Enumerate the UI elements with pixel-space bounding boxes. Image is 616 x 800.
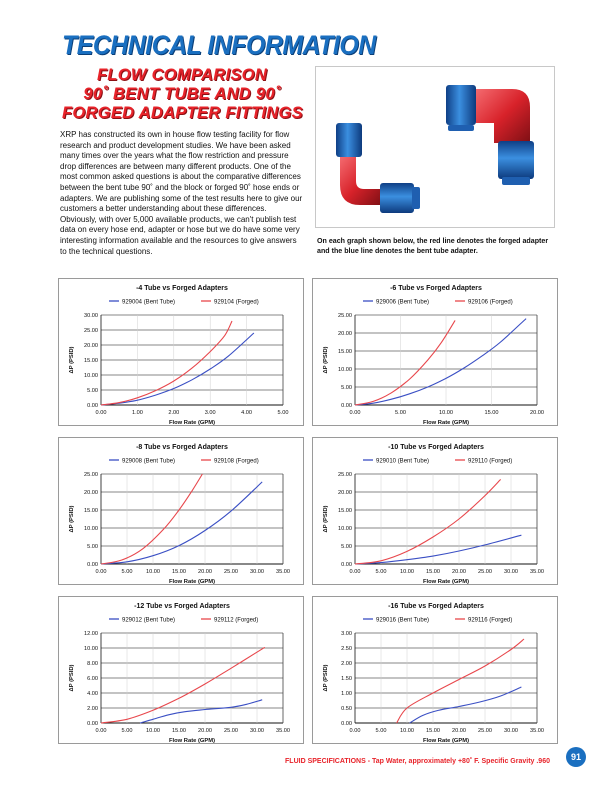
series-line-forged <box>397 639 524 723</box>
chart-title: -12 Tube vs Forged Adapters <box>134 603 230 610</box>
x-tick-label: 5.00 <box>375 728 387 734</box>
y-tick-label: 20.00 <box>338 331 352 337</box>
x-tick-label: 15.00 <box>426 569 440 575</box>
x-tick-label: 0.00 <box>349 728 361 734</box>
x-tick-label: 20.00 <box>452 569 466 575</box>
x-axis-label: Flow Rate (GPM) <box>168 738 216 744</box>
x-tick-label: 0.00 <box>95 728 107 734</box>
x-tick-label: 20.00 <box>452 728 466 734</box>
series-line-bent-tube <box>410 687 522 723</box>
y-axis-label: ΔP (PSID) <box>323 346 329 374</box>
section-heading-line-1: FLOW COMPARISON <box>96 66 268 84</box>
y-tick-label: 2.00 <box>87 706 98 712</box>
legend-label: 929016 (Bent Tube) <box>376 617 430 624</box>
chart-panel-6 <box>312 596 558 744</box>
legend-label: 929104 (Forged) <box>214 299 259 306</box>
series-line-forged <box>101 474 202 564</box>
fittings-photo <box>315 66 555 228</box>
x-tick-label: 30.00 <box>250 569 264 575</box>
x-axis-label: Flow Rate (GPM) <box>422 579 470 585</box>
chart-title: -8 Tube vs Forged Adapters <box>136 444 228 451</box>
y-tick-label: 1.00 <box>341 691 352 697</box>
x-tick-label: 15.00 <box>426 728 440 734</box>
x-axis-label: Flow Rate (GPM) <box>422 738 470 744</box>
x-tick-label: 15.00 <box>172 728 186 734</box>
x-tick-label: 15.00 <box>172 569 186 575</box>
x-tick-label: 35.00 <box>530 569 544 575</box>
y-tick-label: 8.00 <box>87 661 98 667</box>
y-tick-label: 0.00 <box>341 403 352 409</box>
y-tick-label: 0.00 <box>87 721 98 727</box>
y-tick-label: 2.50 <box>341 646 352 652</box>
y-axis-label: ΔP (PSID) <box>69 346 75 374</box>
x-tick-label: 5.00 <box>375 569 387 575</box>
y-tick-label: 5.00 <box>341 544 352 550</box>
legend-label: 929012 (Bent Tube) <box>122 617 176 624</box>
legend-label: 929010 (Bent Tube) <box>376 458 430 465</box>
series-line-bent-tube <box>140 700 262 723</box>
series-line-forged <box>101 321 232 405</box>
section-heading <box>62 66 302 123</box>
x-tick-label: 1.00 <box>131 410 143 416</box>
x-tick-label: 5.00 <box>277 410 289 416</box>
intro-paragraph: XRP has constructed its own in house flow testing facility for flow research and product development studies. We have been asked many times over the years what the flow restriction and pressure drop differences are between many different products. One of the most common asked questions is about the comparative differences between the bent tube 90˚ and the block or forged 90˚ hose ends or adapters. We are publishing some of the test results here to give our customers a better understanding about these differences. Obviously, with over 5,000 available products, we can't publish test data on every hose end, adapter or hose but we do have some very interesting information available and the resources to give answers to the technical questions. <box>60 130 303 256</box>
x-tick-label: 25.00 <box>224 569 238 575</box>
y-tick-label: 3.00 <box>341 631 352 637</box>
chart-title: -16 Tube vs Forged Adapters <box>388 603 484 610</box>
x-tick-label: 25.00 <box>478 569 492 575</box>
y-axis-label: ΔP (PSID) <box>69 664 75 692</box>
chart-panel-5 <box>58 596 304 744</box>
y-tick-label: 1.50 <box>341 676 352 682</box>
legend-label: 929106 (Forged) <box>468 299 513 306</box>
y-tick-label: 20.00 <box>338 490 352 496</box>
y-tick-label: 20.00 <box>84 490 98 496</box>
x-axis-label: Flow Rate (GPM) <box>168 420 216 426</box>
x-tick-label: 30.00 <box>504 728 518 734</box>
legend-label: 929004 (Bent Tube) <box>122 299 176 306</box>
flow-chart-dash-4 <box>59 279 305 427</box>
y-tick-label: 15.00 <box>84 358 98 364</box>
chart-panel-1 <box>58 278 304 426</box>
x-tick-label: 25.00 <box>224 728 238 734</box>
y-tick-label: 15.00 <box>84 508 98 514</box>
legend-label: 929008 (Bent Tube) <box>122 458 176 465</box>
x-tick-label: 0.00 <box>349 410 361 416</box>
flow-chart-dash-12 <box>59 597 305 745</box>
y-tick-label: 2.00 <box>341 661 352 667</box>
y-tick-label: 25.00 <box>84 472 98 478</box>
y-tick-label: 15.00 <box>338 508 352 514</box>
chart-title: -10 Tube vs Forged Adapters <box>388 444 484 451</box>
y-tick-label: 25.00 <box>338 472 352 478</box>
y-tick-label: 5.00 <box>87 544 98 550</box>
page-number: 91 <box>566 747 586 767</box>
flow-chart-dash-6 <box>313 279 559 427</box>
y-tick-label: 6.00 <box>87 676 98 682</box>
y-tick-label: 12.00 <box>84 631 98 637</box>
x-tick-label: 30.00 <box>250 728 264 734</box>
section-heading-line-3: FORGED ADAPTER FITTINGS <box>62 104 303 122</box>
x-tick-label: 30.00 <box>504 569 518 575</box>
x-tick-label: 20.00 <box>530 410 544 416</box>
series-line-bent-tube <box>101 482 262 564</box>
chart-panel-4 <box>312 437 558 585</box>
y-tick-label: 0.00 <box>341 562 352 568</box>
x-tick-label: 0.00 <box>95 410 107 416</box>
legend-label: 929108 (Forged) <box>214 458 259 465</box>
x-tick-label: 20.00 <box>198 728 212 734</box>
y-tick-label: 15.00 <box>338 349 352 355</box>
x-tick-label: 35.00 <box>276 569 290 575</box>
fluid-specifications: FLUID SPECIFICATIONS - Tap Water, approximately +80˚ F. Specific Gravity .960 <box>285 758 550 765</box>
y-tick-label: 0.00 <box>87 403 98 409</box>
x-tick-label: 4.00 <box>241 410 253 416</box>
x-tick-label: 3.00 <box>204 410 216 416</box>
y-tick-label: 5.00 <box>87 388 98 394</box>
x-axis-label: Flow Rate (GPM) <box>168 579 216 585</box>
chart-panel-3 <box>58 437 304 585</box>
x-tick-label: 25.00 <box>478 728 492 734</box>
chart-panel-2 <box>312 278 558 426</box>
x-tick-label: 35.00 <box>530 728 544 734</box>
x-tick-label: 5.00 <box>395 410 406 416</box>
page-title: TECHNICAL INFORMATION <box>62 30 376 60</box>
x-tick-label: 10.00 <box>439 410 453 416</box>
bent-tube-fitting <box>336 123 420 213</box>
x-tick-label: 2.00 <box>168 410 180 416</box>
y-axis-label: ΔP (PSID) <box>323 505 329 533</box>
legend-label: 929112 (Forged) <box>214 617 259 624</box>
series-line-bent-tube <box>101 333 254 405</box>
legend-label: 929110 (Forged) <box>468 458 513 465</box>
y-tick-label: 0.00 <box>341 721 352 727</box>
y-tick-label: 10.00 <box>84 646 98 652</box>
y-tick-label: 4.00 <box>87 691 98 697</box>
y-tick-label: 30.00 <box>84 313 98 319</box>
series-line-bent-tube <box>355 319 526 405</box>
x-tick-label: 5.00 <box>121 728 133 734</box>
y-tick-label: 10.00 <box>84 526 98 532</box>
y-tick-label: 20.00 <box>84 343 98 349</box>
series-line-bent-tube <box>355 535 521 564</box>
x-tick-label: 15.00 <box>484 410 499 416</box>
y-axis-label: ΔP (PSID) <box>323 664 329 692</box>
section-heading-line-2: 90˚ BENT TUBE AND 90˚ <box>83 85 281 103</box>
x-tick-label: 35.00 <box>276 728 290 734</box>
y-tick-label: 10.00 <box>84 373 98 379</box>
y-tick-label: 10.00 <box>338 367 352 373</box>
x-tick-label: 10.00 <box>146 569 160 575</box>
flow-chart-dash-10 <box>313 438 559 586</box>
x-tick-label: 5.00 <box>121 569 133 575</box>
flow-chart-dash-8 <box>59 438 305 586</box>
x-tick-label: 0.00 <box>95 569 107 575</box>
chart-title: -4 Tube vs Forged Adapters <box>136 285 228 292</box>
legend-label: 929006 (Bent Tube) <box>376 299 430 306</box>
x-axis-label: Flow Rate (GPM) <box>422 420 470 426</box>
y-tick-label: 25.00 <box>84 328 98 334</box>
x-tick-label: 10.00 <box>400 569 414 575</box>
y-tick-label: 25.00 <box>338 313 352 319</box>
x-tick-label: 10.00 <box>400 728 414 734</box>
y-tick-label: 10.00 <box>338 526 352 532</box>
y-tick-label: 5.00 <box>341 385 352 391</box>
x-tick-label: 0.00 <box>349 569 361 575</box>
chart-title: -6 Tube vs Forged Adapters <box>390 285 482 292</box>
y-tick-label: 0.50 <box>341 706 352 712</box>
photo-caption: On each graph shown below, the red line denotes the forged adapter and the blue line denotes the bent tube adapter. <box>317 237 549 255</box>
x-tick-label: 10.00 <box>146 728 160 734</box>
fittings-illustration <box>316 67 555 228</box>
forged-adapter-fitting <box>446 85 534 185</box>
x-tick-label: 20.00 <box>198 569 212 575</box>
y-axis-label: ΔP (PSID) <box>69 505 75 533</box>
flow-chart-dash-16 <box>313 597 559 745</box>
legend-label: 929116 (Forged) <box>468 617 513 624</box>
y-tick-label: 0.00 <box>87 562 98 568</box>
